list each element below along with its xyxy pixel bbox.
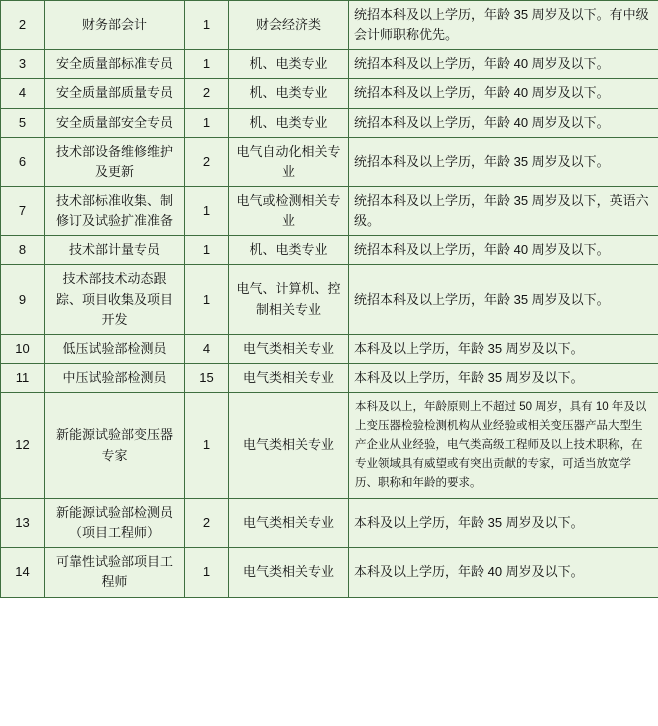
- cell-headcount: 1: [185, 186, 229, 235]
- cell-position: 技术部标准收集、制修订及试验扩准准备: [45, 186, 185, 235]
- cell-requirements: 统招本科及以上学历，年龄 35 周岁及以下，英语六级。: [349, 186, 658, 235]
- cell-position: 财务部会计: [45, 1, 185, 50]
- cell-headcount: 2: [185, 137, 229, 186]
- table-row: [1, 50, 658, 79]
- cell-serial-number: 2: [1, 1, 45, 50]
- cell-requirements: 本科及以上，年龄原则上不超过 50 周岁，具有 10 年及以上变压器检验检测机构从业经验或相关变压器产品大型生产企业从业经验，电气类高级工程师及以上技术职称，在专业领域具有威望或有突出贡献的专家，可适当放宽学历、职称和年龄的要求。: [349, 393, 658, 499]
- cell-position: 技术部计量专员: [45, 236, 185, 265]
- cell-serial-number: 8: [1, 236, 45, 265]
- cell-serial-number: 6: [1, 137, 45, 186]
- cell-headcount: 1: [185, 393, 229, 499]
- cell-headcount: 1: [185, 50, 229, 79]
- cell-position: 新能源试验部检测员（项目工程师）: [45, 498, 185, 547]
- cell-major: 电气类相关专业: [229, 393, 349, 499]
- table-body: [1, 1, 658, 598]
- cell-position: 安全质量部标准专员: [45, 50, 185, 79]
- cell-requirements: 统招本科及以上学历，年龄 40 周岁及以下。: [349, 79, 658, 108]
- cell-serial-number: 7: [1, 186, 45, 235]
- cell-major: 财会经济类: [229, 1, 349, 50]
- cell-serial-number: 3: [1, 50, 45, 79]
- cell-major: 电气类相关专业: [229, 548, 349, 597]
- cell-serial-number: 10: [1, 334, 45, 363]
- cell-position: 低压试验部检测员: [45, 334, 185, 363]
- cell-requirements: 统招本科及以上学历，年龄 35 周岁及以下。有中级会计师职称优先。: [349, 1, 658, 50]
- table-row: [1, 548, 658, 597]
- cell-serial-number: 5: [1, 108, 45, 137]
- table-row: [1, 393, 658, 499]
- cell-position: 技术部技术动态跟踪、项目收集及项目开发: [45, 265, 185, 334]
- table-row: [1, 265, 658, 334]
- cell-headcount: 1: [185, 1, 229, 50]
- cell-serial-number: 4: [1, 79, 45, 108]
- cell-headcount: 2: [185, 79, 229, 108]
- table-row: [1, 79, 658, 108]
- cell-major: 电气类相关专业: [229, 498, 349, 547]
- table-row: [1, 498, 658, 547]
- cell-serial-number: 12: [1, 393, 45, 499]
- cell-position: 中压试验部检测员: [45, 363, 185, 392]
- cell-major: 机、电类专业: [229, 236, 349, 265]
- cell-headcount: 1: [185, 548, 229, 597]
- cell-requirements: 本科及以上学历，年龄 35 周岁及以下。: [349, 363, 658, 392]
- table-row: [1, 108, 658, 137]
- cell-major: 机、电类专业: [229, 79, 349, 108]
- cell-requirements: 统招本科及以上学历，年龄 40 周岁及以下。: [349, 50, 658, 79]
- cell-headcount: 2: [185, 498, 229, 547]
- cell-requirements: 本科及以上学历，年龄 40 周岁及以下。: [349, 548, 658, 597]
- cell-requirements: 本科及以上学历，年龄 35 周岁及以下。: [349, 334, 658, 363]
- cell-major: 电气、计算机、控制相关专业: [229, 265, 349, 334]
- cell-major: 电气类相关专业: [229, 334, 349, 363]
- cell-serial-number: 14: [1, 548, 45, 597]
- cell-headcount: 1: [185, 236, 229, 265]
- cell-position: 安全质量部安全专员: [45, 108, 185, 137]
- cell-requirements: 本科及以上学历，年龄 35 周岁及以下。: [349, 498, 658, 547]
- cell-major: 电气类相关专业: [229, 363, 349, 392]
- table-row: [1, 137, 658, 186]
- cell-position: 新能源试验部变压器专家: [45, 393, 185, 499]
- cell-requirements: 统招本科及以上学历，年龄 40 周岁及以下。: [349, 236, 658, 265]
- cell-position: 可靠性试验部项目工程师: [45, 548, 185, 597]
- cell-serial-number: 13: [1, 498, 45, 547]
- cell-headcount: 1: [185, 265, 229, 334]
- cell-requirements: 统招本科及以上学历，年龄 40 周岁及以下。: [349, 108, 658, 137]
- cell-requirements: 统招本科及以上学历，年龄 35 周岁及以下。: [349, 137, 658, 186]
- table-row: [1, 236, 658, 265]
- cell-serial-number: 9: [1, 265, 45, 334]
- table-row: [1, 186, 658, 235]
- cell-major: 机、电类专业: [229, 50, 349, 79]
- cell-headcount: 1: [185, 108, 229, 137]
- cell-headcount: 15: [185, 363, 229, 392]
- table-row: [1, 1, 658, 50]
- table-row: [1, 334, 658, 363]
- cell-headcount: 4: [185, 334, 229, 363]
- cell-major: 电气或检测相关专业: [229, 186, 349, 235]
- cell-position: 安全质量部质量专员: [45, 79, 185, 108]
- cell-requirements: 统招本科及以上学历，年龄 35 周岁及以下。: [349, 265, 658, 334]
- cell-major: 电气自动化相关专业: [229, 137, 349, 186]
- cell-major: 机、电类专业: [229, 108, 349, 137]
- cell-position: 技术部设备维修维护及更新: [45, 137, 185, 186]
- table-row: [1, 363, 658, 392]
- cell-serial-number: 11: [1, 363, 45, 392]
